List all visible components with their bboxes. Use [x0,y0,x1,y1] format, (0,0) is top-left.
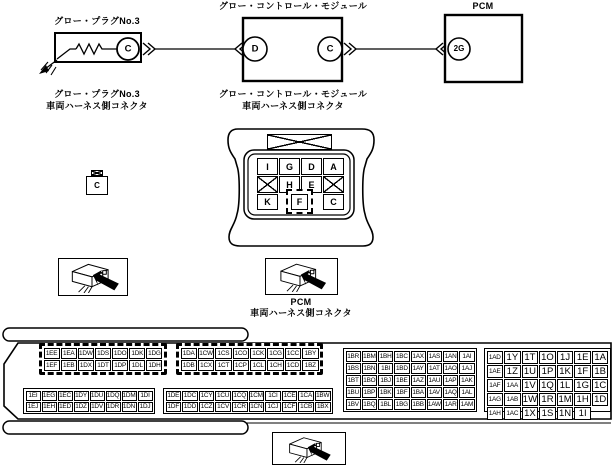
pcm-caption-1: PCM [290,297,312,307]
glow-plug-title: グロー・プラグNo.3 [54,16,140,26]
pin-1CR: 1CR [233,403,246,410]
pcm-pin-block-bottom-left [23,388,155,414]
pin-row [44,360,163,371]
pin-1B: 1B [592,365,609,378]
pin-1BB: 1BB [412,400,424,408]
pin-row [26,391,153,401]
pin-1AQ: 1AQ [444,388,457,396]
pin-1J: 1J [557,351,574,364]
pin-1BU: 1BU [347,388,360,396]
pin-1DM: 1DM [122,392,136,399]
pin-1DU: 1DU [90,392,104,399]
pin-1DJ: 1DJ [138,402,153,412]
pin-row [181,360,319,371]
pin-1AK: 1AK [461,376,473,384]
module-caption-1: グロー・コントロール・モジュール [218,89,368,99]
pin-1BL: 1BL [378,399,393,410]
pin-1ED: 1ED [59,403,71,410]
module-title: グロー・コントロール・モジュール [218,1,368,11]
pin-1DD: 1DD [183,403,196,410]
pin-1C: 1C [592,379,609,392]
pin-1AZ: 1AZ [411,375,426,386]
pin-1AJ: 1AJ [459,363,474,374]
pin-1AH: 1AH [487,407,504,420]
pin-1BQ: 1BQ [363,400,376,408]
module-pin-f: F [291,194,308,210]
pin-1CE: 1CE [283,392,296,399]
pin-row [487,407,609,420]
pin-1BX: 1BX [315,402,331,412]
pin-1H: 1H [574,393,591,406]
pin-row [346,363,475,374]
pin-1BM: 1BM [363,352,376,360]
pin-1DL: 1DL [129,360,145,371]
pin-1AV: 1AV [427,387,442,398]
pin-1EC: 1EC [59,392,71,399]
pin-1CA: 1CA [300,392,313,399]
pin-1DT: 1DT [95,360,111,371]
pin-1BR: 1BR [347,352,360,360]
pin-1DF: 1DF [166,402,182,412]
pin-1AU: 1AU [428,376,441,384]
pin-1BJ: 1BJ [378,375,393,386]
pin-1DO: 1DO [113,349,127,357]
pin-1DS: 1DS [95,348,111,359]
pin-1U: 1U [522,365,539,378]
pin-1DK: 1DK [129,348,145,359]
pin-1L: 1L [557,379,574,392]
pin-1AS: 1AS [428,352,441,360]
pin-1AG: 1AG [487,393,504,406]
module-connector-lock-icon [267,134,332,150]
pin-1EA: 1EA [61,348,77,359]
disconnect-connector-icon [272,432,346,465]
pin-1CF: 1CF [282,402,298,412]
module-caption-2: 車両ハーネス側コネクタ [242,101,344,111]
pin-1D: 1D [592,393,609,406]
module-pin-e: E [301,176,322,193]
pin-1CQ: 1CQ [233,392,246,399]
pin-1DN: 1DN [122,403,136,410]
pin-1BI: 1BI [378,363,393,374]
pin-1BT: 1BT [346,375,361,386]
pin-1AX: 1AX [412,352,424,360]
pin-1DE: 1DE [167,392,180,399]
pin-1DZ: 1DZ [75,403,87,410]
pcm-pin-block-bottom-mid [163,388,333,414]
pin-row [487,379,609,392]
pin-1CU: 1CU [217,392,230,399]
pin-1DW: 1DW [79,349,93,357]
pin-1CO: 1CO [234,349,248,357]
pin-1BV: 1BV [347,400,359,408]
pin-1BO: 1BO [363,376,376,384]
pin-1BS: 1BS [347,364,359,372]
pin-1CJ: 1CJ [265,402,281,412]
pin-1I: 1I [574,407,591,420]
pin-1CL: 1CL [250,360,266,371]
glow-plug-connector-label: C [94,181,100,190]
pin-1DH: 1DH [148,361,161,369]
pin-1DC: 1DC [183,392,196,399]
pin-row [346,375,475,386]
module-blocked-cell-right [323,176,344,193]
pin-1DR: 1DR [106,403,120,410]
pin-1E: 1E [574,351,591,364]
pin-1AM: 1AM [460,400,474,408]
module-pin-c: C [323,194,344,210]
pin-1DX: 1DX [78,360,94,371]
pin-1M: 1M [558,393,572,405]
pin-1CS: 1CS [215,348,231,359]
pin-1AN: 1AN [444,352,457,360]
pin-1DB: 1DB [181,360,197,371]
pin-1AB: 1AB [504,393,521,406]
pin-1CM: 1CM [249,392,263,399]
pin-1AP: 1AP [444,376,457,384]
pin-1T: 1T [522,351,539,364]
pin-1X: 1X [522,407,539,420]
pin-1CI: 1CI [265,391,281,401]
module-pin-d: D [301,158,322,175]
pin-1BW: 1BW [316,392,330,399]
pin-1P: 1P [539,365,556,378]
pin-1BY: 1BY [302,348,318,359]
pin-row [346,387,475,398]
pcm-caption-2: 車両ハーネス側コネクタ [250,308,352,318]
pin-1CK: 1CK [250,348,266,359]
pin-1Y: 1Y [504,351,521,364]
module-terminal-d: D [251,43,259,55]
pin-1K: 1K [557,365,574,378]
glow-plug-caption-2: 車両ハーネス側コネクタ [46,101,148,111]
pin-1BD: 1BD [395,364,408,372]
pin-1BP: 1BP [363,388,376,396]
pcm-pin-block-top-mid [176,343,323,375]
module-pin-g: G [279,158,300,175]
pin-1AT: 1AT [427,363,442,374]
pin-1AD: 1AD [487,351,504,364]
pin-1AF: 1AF [487,379,504,392]
pcm-pin-block-top-left [39,343,167,375]
pin-1EJ: 1EJ [26,402,41,412]
pin-1W: 1W [522,393,538,405]
pin-1BG: 1BG [395,400,408,408]
pin-row [166,391,331,401]
pcm-pin-block-right-mid [343,348,477,412]
pin-row [346,351,475,362]
pin-1EB: 1EB [61,360,77,371]
pin-1DA: 1DA [181,348,197,359]
pin-1DI: 1DI [138,391,153,401]
pin-1AI: 1AI [459,351,474,362]
pcm-terminal-2g: 2G [453,44,465,53]
pin-1AO: 1AO [444,364,457,372]
glow-plug-connector-face [86,176,108,195]
pin-1AE: 1AE [487,365,504,378]
module-blocked-cell-left [257,176,278,193]
pin-1BC: 1BC [395,352,408,360]
pin-1CB: 1CB [300,403,313,410]
pin-1CY: 1CY [200,392,213,399]
pin-1BK: 1BK [379,388,392,396]
glow-plug-terminal: C [124,43,132,55]
pin-1AY: 1AY [411,363,426,374]
pin-1DP: 1DP [112,360,128,371]
pin-1AW: 1AW [427,400,441,408]
pcm-pin-block-far-right [484,348,611,419]
module-terminal-c: C [326,43,334,55]
pin-row [181,348,319,359]
pin-1CT: 1CT [215,360,231,371]
pcm-title: PCM [472,1,494,11]
pin-1EG: 1EG [42,392,56,399]
pin-1BA: 1BA [412,388,424,396]
pin-row [346,399,475,410]
pin-1BH: 1BH [379,352,392,360]
pin-1DG: 1DG [148,349,161,357]
pin-1CW: 1CW [199,349,213,357]
module-pin-i: I [257,158,278,175]
pin-row [166,402,331,412]
pin-1BE: 1BE [396,376,408,384]
pin-1Q: 1Q [541,379,554,391]
pin-1N: 1N [557,407,574,420]
pin-1DY: 1DY [75,392,87,399]
pin-1CD: 1CD [285,360,301,371]
pin-1EE: 1EE [44,348,60,359]
pin-1O: 1O [541,351,554,363]
pin-1BF: 1BF [394,387,409,398]
pin-1CH: 1CH [267,360,283,371]
module-pin-h: H [279,176,300,193]
pin-1CV: 1CV [217,403,230,410]
pin-1CN: 1CN [250,403,263,410]
pin-1CX: 1CX [198,360,214,371]
pin-1G: 1G [576,379,589,391]
pin-1AA: 1AA [504,379,521,392]
module-pin-a: A [323,158,344,175]
pin-1AR: 1AR [444,400,457,408]
pin-1S: 1S [539,407,556,420]
pin-row [487,393,609,406]
pin-1BZ: 1BZ [302,360,318,371]
pin-1DV: 1DV [91,403,103,410]
pin-1DQ: 1DQ [106,392,120,399]
pin-row [487,365,609,378]
pin-1F: 1F [574,365,591,378]
pin-1EI: 1EI [26,391,41,401]
pin-1EH: 1EH [43,403,55,410]
module-pin-k: K [257,194,278,210]
pin-1CG: 1CG [269,349,282,357]
glow-plug-caption-1: グロー・プラグNo.3 [54,89,140,99]
pin-1AC: 1AC [504,407,521,420]
disconnect-connector-icon [58,258,128,296]
pin-1EF: 1EF [44,360,60,371]
pin-1Z: 1Z [504,365,521,378]
pin-1CP: 1CP [233,360,249,371]
pin-1BN: 1BN [363,364,376,372]
pin-1CZ: 1CZ [199,402,215,412]
disconnect-connector-icon [265,258,338,295]
pin-1AL: 1AL [459,387,474,398]
pin-row [487,351,609,364]
pin-1A: 1A [592,351,609,364]
pin-1V: 1V [522,379,539,392]
pin-1R: 1R [539,393,556,406]
pin-1CC: 1CC [285,348,301,359]
pin-row [26,402,153,412]
pin-row [44,348,163,359]
